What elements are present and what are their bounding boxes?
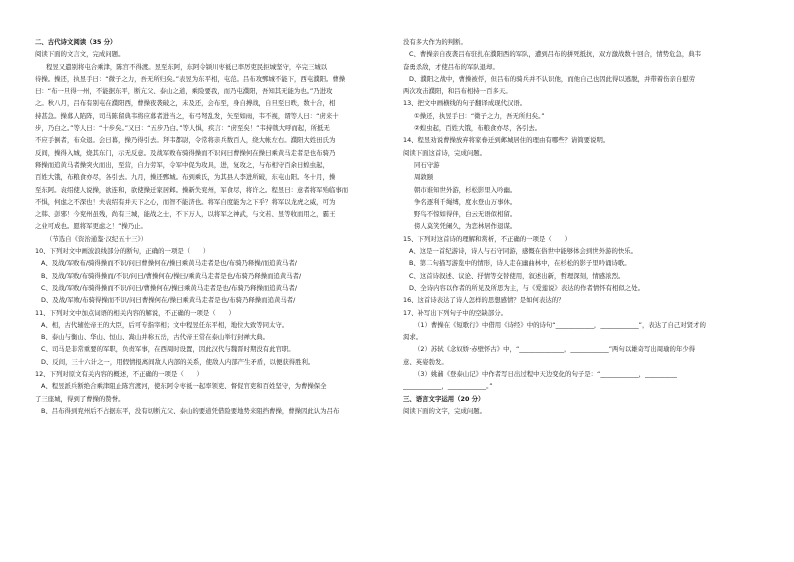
question-12-option-d: D、濮阳之战中，曹操被俘，但吕布的骑兵并不认识他，而他自己也因此得以逃脱，并带着伤亲自慰劳 <box>409 74 696 83</box>
passage-line: 不惧，何虑之不深也！夫袁绍有并天下之心，而智不能济也。将军自度能为之下乎？将军以龙虎之威，可为 <box>35 197 336 206</box>
question-17: 17、补写出下列句子中的空缺部分。 <box>403 308 507 317</box>
passage-line: 步，乃白之。”等人曰：“十步矣。”又曰：“五步乃白。”等人惧，疾言：“虏至矣！”韦持戟大呼而起，所抵无 <box>35 124 330 133</box>
question-12-option-c: C、曹操亲自夜袭吕布驻扎在濮阳西的军队，遭到吕布的拼死抵抗，双方激战数十回合，情势危急，典韦 <box>409 50 702 59</box>
question-15-option-a: A、这是一首纪游诗，诗人与石守同游，感慨在俗世中能够体会到世外游的快乐。 <box>409 247 638 256</box>
section-heading: 二、古代诗文阅读（35 分） <box>35 38 117 46</box>
question-15-option-c: C、这首诗叙述、议论、抒情等交替使用，叙述出新，哲理深刻，情感浓烈。 <box>409 271 625 280</box>
question-17-item-2-cont: 意、英姿勃发。 <box>403 357 448 366</box>
question-13-item-2: ②蝗虫起，百姓大饿，布粮食亦尽，各引去。 <box>414 124 542 133</box>
question-10-option-c: C、及战/军败/布骑得操而不识/问曰/曹操何在/操曰乘黄马走者是也/布骑乃释操而追黄马者/ <box>41 283 297 292</box>
passage-line: 释操而追黄马者操突火而出，至营，自力劳军，令军中促为攻具，进，复攻之，与布相守百余日蝗虫起， <box>35 160 329 169</box>
question-13-item-1: ①操还，执昱手曰：“微子之力，吾无所归矣。” <box>414 111 545 120</box>
question-17-item-1: （1）曹操在《短歌行》中借用《诗经》中的诗句“____________，____________”，表达了自己对贤才的 <box>414 320 706 329</box>
question-10-option-d: D、及战/军败/布骑得操而不识/问曰曹操何在/操曰乘黄马走者是也/布骑乃释操而追黄马者/ <box>41 296 296 305</box>
left-column <box>35 36 387 417</box>
poem-line: 野鸟不惊如得伴，白云无语似相留。 <box>414 210 517 219</box>
poem-line: 朝市谁知世外游，杉松影里入吟幽。 <box>414 185 517 194</box>
question-11: 11、下列对文中加点词语的相关内容的解说，不正确的一项是（ ） <box>35 308 235 317</box>
poem-title: 同石守游 <box>414 160 440 169</box>
question-15: 15、下列对这首诗的理解和赏析，不正确的一项是（ ） <box>403 234 571 243</box>
question-12-option-d-cont: 两次攻击濮阳，和吕布相持一百多天。 <box>403 87 512 96</box>
question-11-option-c: C、司马是非常重要的军职，负责军事，在西周时设置，因此汉代与魏晋时期没有此官职。 <box>41 345 295 354</box>
question-12-option-b: B、吕布得到兖州后不占据东平，没有切断亢父、泰山的要道凭借险要地势来阻挡曹操，曹操因此认为吕布 <box>41 406 340 415</box>
passage-line: 待操。操还，执昱手曰：“微子之力，吾无所归矣。”表昱为东平相，屯范。吕布攻鄄城不能下，西屯濮阳。曹操 <box>35 74 346 83</box>
passage-line: 至东阿。袁绍使人说操，欲连和，欲使操迁家居邺。操新失兖州，军食尽，将许之。程昱曰：意者将军殆临事而 <box>35 185 349 194</box>
passage-line: 反间，操得入城，烧其东门，示无反意。及战军败布骑得操而不识问曰曹操何在操曰乘黄马走者是也布骑乃 <box>35 148 336 157</box>
passage-line: 之。秋八月，吕布有别屯在濮阳西，曹操夜袭破之，未及还，会布至，身自搏战，自旦至日昳，数十合，相 <box>35 99 336 108</box>
passage <box>35 61 387 233</box>
poem-line: 争名逐利千绳缚，度水登山万事休。 <box>414 197 517 206</box>
section-intro: 阅读下面的文言文，完成问题。 <box>35 50 125 59</box>
question-16: 16、这首诗表达了诗人怎样的思想感情？是如何表达的？ <box>403 296 565 305</box>
section-3-intro: 阅读下面的文字，完成问题。 <box>403 406 487 415</box>
question-17-item-2: （2）苏轼《念奴娇·赤壁怀古》中，“______________，____________”两句以雄奇写出周瑜的年少得 <box>414 345 696 354</box>
question-17-item-3: （3）姚鼐《登泰山记》中作者写日出过程中天边变化的句子是：“____________，__________ <box>414 370 678 379</box>
poem-intro: 阅读下面这首诗，完成问题。 <box>403 148 487 157</box>
question-10-option-a: A、及战/军败布/骑得操而不识/问曰曹操何在/操曰乘黄马走者是也/布骑乃释操/而追黄马者/ <box>41 259 297 268</box>
question-11-option-a: A、相，古代辅佐帝王的大臣，后可专指宰相；文中程昱任东平相，地位大致等同太守。 <box>41 320 289 329</box>
question-15-option-b: B、第二句描写游览中的情形，诗人走在幽曲林中，在杉松的影子里吟诵诗歌。 <box>409 259 631 268</box>
question-12-option-c-cont: 奋勇杀敌，才使吕布的军队退却。 <box>403 62 499 71</box>
question-11-option-d: D、反间，三十六计之一，用假情报离间敌人内部的关系，使敌人内部产生矛盾，以便获得胜利。 <box>41 357 315 366</box>
poem-line: 傍人莫笑凭阑久，为恋林居作退谋。 <box>414 222 517 231</box>
question-17-item-3-cont: ____________，____________。” <box>403 382 493 391</box>
question-13: 13、把文中画横线的句子翻译成现代汉语。 <box>403 99 527 108</box>
question-10: 10、下列对文中画波浪线部分的断句，正确的一项是（ ） <box>35 247 210 256</box>
question-15-option-d: D、全诗内容以作者的所见及所思为主，与《爱莲说》表达的作者情怀有相似之处。 <box>409 283 644 292</box>
question-12: 12、下列对原文有关内容的概述，不正确的一项是（ ） <box>35 370 203 379</box>
question-17-item-1-cont: 渴求。 <box>403 333 423 342</box>
passage-line: 曰：“布一旦得一州，不能据东平，断亢父、泰山之道，乘险要我，而乃屯濮阳，吾知其无能为也。”乃进攻 <box>35 87 333 96</box>
passage-line: 持甚急。操募人陷阵，司马陈留典韦将应募者进当之，布弓弩乱发，矢至如雨，韦不视，谓等人曰：“虏来十 <box>35 111 339 120</box>
section-3-heading: 三、语言文字运用（20 分） <box>403 394 485 403</box>
question-12-option-a-cont: 了三座城，得到了曹操的赞誉。 <box>35 394 125 403</box>
question-12-option-b-cont: 没有多大作为的判断。 <box>403 38 467 46</box>
question-10-option-b: B、及战/军败/布骑得操而/不识/问曰/曹操何在/操曰/乘黄马走者是也/布骑乃释操而追黄马者/ <box>41 271 302 280</box>
question-11-option-b: B、泰山与衡山、华山、恒山、嵩山并称五岳，古代帝王常在泰山举行封禅大典。 <box>41 333 270 342</box>
passage-line: 百姓大饿，布粮食亦尽，各引去。九月，操还鄄城。布到乘氏，为其县人李进所破，东屯山阳。冬十月，操 <box>35 173 336 182</box>
passage-line: 程昱又遣别将屯合乘津，陈宫不得渡。昱至东阿，东阿令颍川枣祗已率厉吏民拒城坚守，卒完三城以 <box>46 62 328 71</box>
passage-line: 不应手倒者，布众退。会日暮，操乃得引去。拜韦都尉，令常将亲兵数百人，绕大帐左右。濮阳大姓田氏为 <box>35 136 336 145</box>
passage-source: （节选自《资治通鉴·汉纪五十三》） <box>46 234 148 243</box>
passage-line: 之业可成也。愿将军更虑之！”操乃止。 <box>35 222 147 231</box>
right-column <box>403 36 759 417</box>
passage-line: 之韩、彭邪！今兖州虽残，尚有三城，能战之士，不下万人，以将军之神武，与文若、昱等收而用之，霸王 <box>35 210 336 219</box>
question-14: 14、程昱劝说曹操放弃将家眷迁到邺城居住的理由有哪些？请简要说明。 <box>403 136 610 145</box>
poem-author: 周敦颐 <box>414 173 434 182</box>
question-12-option-a: A、程昱派兵断绝合乘津阻止陈宫渡河，使东阿令枣祗一起率领吏、督促官吏和百姓坚守，为曹操保全 <box>41 382 327 391</box>
